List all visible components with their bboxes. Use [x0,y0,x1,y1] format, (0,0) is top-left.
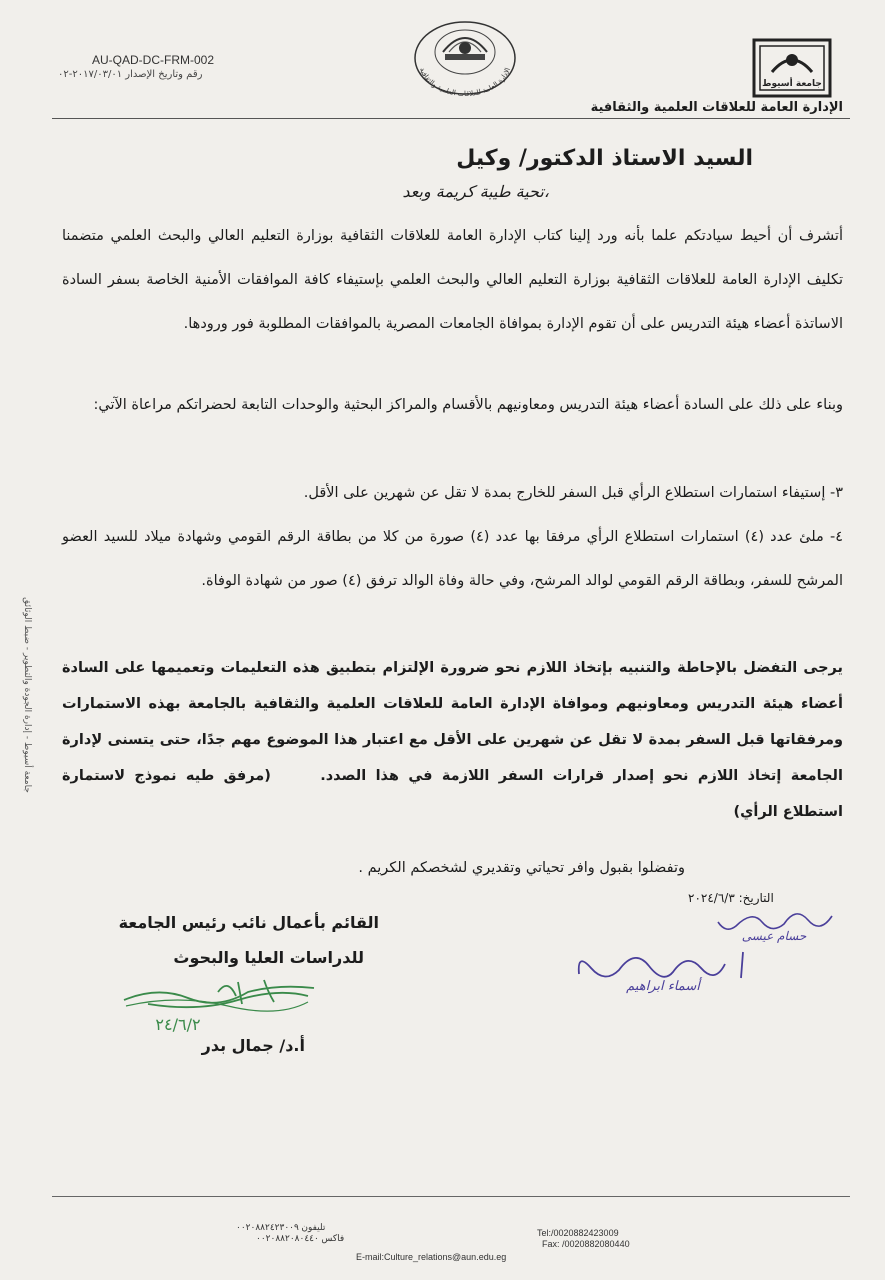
attachment-note: (مرفق طيه نموذج لاستمارة استطلاع الرأي) [62,768,843,820]
footer-telephone-arabic: تليفون ٠٠٢٠٨٨٢٤٢٣٠٠٩ [236,1222,326,1232]
list-item-3: ٣- إستيفاء استمارات استطلاع الرأي قبل السفر للخارج بمدة لا تقل عن شهرين على الأقل. [303,485,843,501]
side-stamp-text: جامعة أسيوط - إدارة الجودة والتطوير - ضبط الوثائق [22,597,32,793]
date-label: التاريخ: [738,891,774,905]
university-logo [752,38,832,98]
paragraph-intro: أتشرف أن أحيط سيادتكم علما بأنه ورد إلينا كتاب الإدارة العامة للعلاقات الثقافية بوزارة التعليم العالي والبحث العلمي متضمنا تكليف الإدارة العامة للعلاقات الثقافية بوزارة التعليم العالي والبحث العلمي بإستيفاء كافة الموافقات الأمنية الخاصة بسفر السادة الاساتذة أعضاء هيئة التدريس على أن تقوم الإدارة بموافاة الجامعات المصرية بالموافقات المطلوبة فور ورودها. [62,228,843,332]
relations-dept-logo [405,18,525,100]
side-document-stamp [5,540,45,850]
list-item-4: ٤- ملئ عدد (٤) استمارات استطلاع الرأي مرفقا بها عدد (٤) صورة من كلا من بطاقة الرقم القومي وشهادة ميلاد للسيد العضو المرشح للسفر، وبطاقة الرقم القومي لوالد المرشح، وفي حالة وفاة الوالد ترفق (٤) صور من شهادة الوفاة. [62,529,844,589]
green-signature [118,972,318,1036]
svg-text:الإدارة العامة للعلاقات العلمي [418,67,512,98]
salutation: السيد الاستاذ الدكتور/ وكيل [456,146,753,171]
footer-fax-arabic: فاكس ٠٠٢٠٨٨٢٠٨٠٤٤٠ [256,1233,345,1243]
paragraph-instructions: وبناء على ذلك على السادة أعضاء هيئة التدريس ومعاونيهم بالأقسام والمراكز البحثية والوحدات التابعة لحضراتكم مراعاة الآتي: [93,397,843,413]
logo-center-text: الإدارة العامة للعلاقات العلمية والثقافية [417,66,513,99]
footer-telephone: Tel:/0020882423009 [537,1228,619,1238]
signature-date: ٢٤/٦/٢ [155,1015,201,1034]
signatory-title: القائم بأعمال نائب رئيس الجامعة [118,913,379,932]
handwritten-name-2 [575,944,750,994]
request-text: يرجى التفضل بالإحاطة والتنبيه بإتخاذ اللازم نحو ضرورة الإلتزام بتطبيق هذه التعليمات وتعميمها على السادة أعضاء هيئة التدريس ومعاونيهم وموافاة الإدارة العامة للعلاقات العلمية والثقافية بالجامعة بهذه الاستمارات ومرفقاتها قبل السفر بمدة لا تقل عن شهرين على الأقل مع اعتبار هذا الموضوع مهم جدًا، حتى يتسنى لإدارة الجامعة إتخاذ اللازم نحو إصدار قرارات السفر اللازمة في هذا الصدد. [62,660,843,784]
paragraph-request [62,650,843,830]
footer-email: E-mail:Culture_relations@aun.edu.eg [356,1252,507,1262]
footer-fax: Fax: /0020882080440 [542,1239,630,1249]
signatory-subtitle: للدراسات العليا والبحوث [173,948,364,967]
handwritten-name-1-text: حسام عيسى [741,929,807,943]
greeting: تحية طيبة كريمة وبعد، [402,182,549,201]
handwritten-name-1 [712,904,837,944]
form-issue-date: رقم وتاريخ الإصدار ٢٠١٧/٠٣/٠١-٠٢ [58,69,203,80]
header-divider [52,118,850,119]
form-code: AU-QAD-DC-FRM-002 [92,53,215,67]
handwritten-name-2-text: أسماء ابراهيم [626,979,700,994]
department-name: الإدارة العامة للعلاقات العلمية والثقافية [590,100,843,115]
closing-line: وتفضلوا بقبول وافر تحياتي وتقديري لشخصكم الكريم . [358,860,685,876]
signatory-name: أ.د/ جمال بدر [201,1036,305,1055]
date-line [688,891,774,905]
footer-divider [52,1196,850,1197]
logo-right-text: جامعة أسيوط [762,79,822,89]
date-value: ٢٠٢٤/٦/٣ [688,891,735,905]
